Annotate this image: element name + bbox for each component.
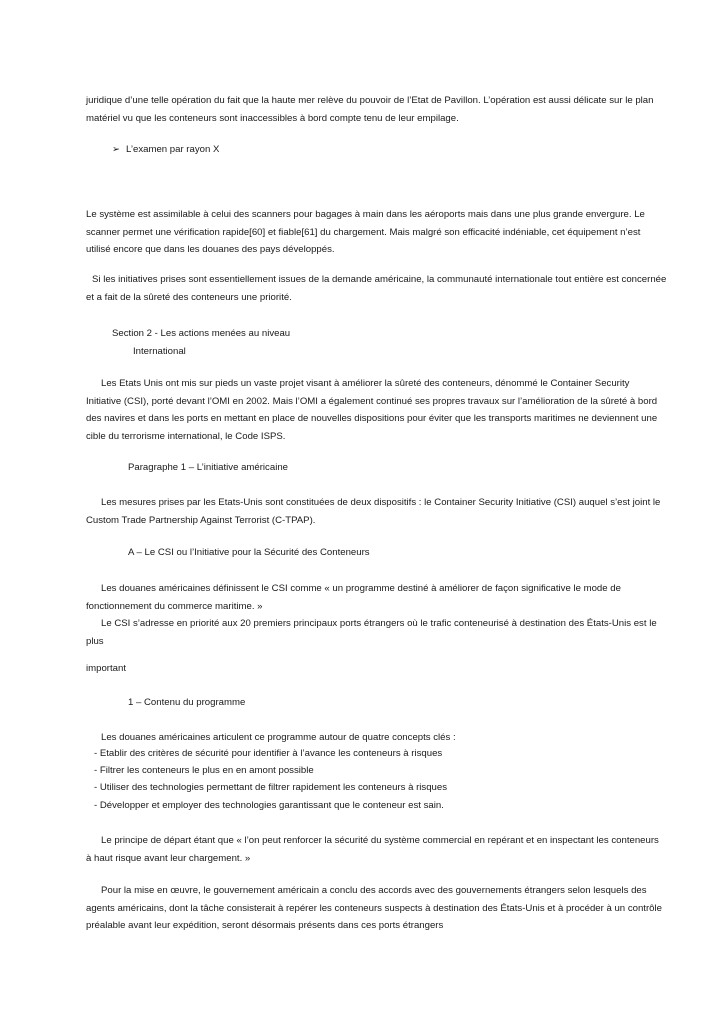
- text-line: Pour la mise en œuvre, le gouvernement américain a conclu des accords avec des gouvernements étrangers selon lesquels des: [101, 885, 647, 896]
- text-line: Custom Trade Partnership Against Terrorist (C-TPAP).: [86, 515, 316, 526]
- text-line: scanner permet une vérification rapide[60] et fiable[61] du chargement. Mais malgré son efficacité indéniable, cet équipement n’est: [86, 227, 641, 238]
- text-line: matériel vu que les conteneurs sont inaccessibles à bord compte tenu de leur empilage.: [86, 113, 459, 124]
- text-line: des navires et dans les ports en mettant en place de nouvelles dispositions pour éviter que les transports maritimes ne deviennent une: [86, 413, 658, 424]
- subsection-heading: 1 – Contenu du programme: [128, 697, 246, 708]
- text-line: Le principe de départ étant que « l’on peut renforcer la sécurité du système commercial en repérant et en inspectant les conteneurs: [101, 835, 659, 846]
- text-line: Le système est assimilable à celui des scanners pour bagages à main dans les aéroports mais dans une plus grande envergure. Le: [86, 209, 645, 220]
- text-line: préalable avant leur expédition, seront désormais présents dans ces ports étrangers: [86, 920, 444, 931]
- text-line: cible du terrorisme international, le Code ISPS.: [86, 431, 286, 442]
- text-line: Les douanes américaines articulent ce programme autour de quatre concepts clés :: [101, 732, 456, 743]
- text-line: Les douanes américaines définissent le CSI comme « un programme destiné à améliorer de façon significative le mode de: [101, 583, 621, 594]
- section-heading: Section 2 - Les actions menées au niveau: [112, 328, 291, 339]
- bullet-item: [112, 144, 219, 156]
- text-line: Initiative (CSI), porté devant l’OMI en 2002. Mais l’OMI a également continué ses propres travaux sur l’amélioration de la sûreté à bord: [86, 396, 658, 407]
- text-line: agents américains, dont la tâche consisterait à repérer les conteneurs suspects à destination des États-Unis et à procéder à un contrôle: [86, 903, 662, 914]
- list-item: - Utiliser des technologies permettant de filtrer rapidement les conteneurs à risques: [94, 782, 448, 793]
- arrow-bullet-icon: ➢: [112, 144, 121, 155]
- text-line: Si les initiatives prises sont essentiellement issues de la demande américaine, la communauté internationale tout entière est concernée: [92, 274, 667, 285]
- list-item: - Filtrer les conteneurs le plus en en amont possible: [94, 765, 314, 776]
- text-line: Les Etats Unis ont mis sur pieds un vaste projet visant à améliorer la sûreté des conteneurs, dénommé le Container Security: [101, 378, 630, 389]
- list-item: - Etablir des critères de sécurité pour identifier à l’avance les conteneurs à risques: [94, 748, 443, 759]
- text-line: juridique d’une telle opération du fait que la haute mer relève du pouvoir de l’Etat de Pavillon. L’opération est aussi délicate sur le plan: [86, 95, 654, 106]
- text-line: et a fait de la sûreté des conteneurs une priorité.: [86, 292, 292, 303]
- bullet-label: L’examen par rayon X: [126, 144, 220, 155]
- text-line: Les mesures prises par les Etats-Unis sont constituées de deux dispositifs : le Container Security Initiative (CSI) auquel s’est joint le: [101, 497, 661, 508]
- list-item: - Développer et employer des technologies garantissant que le conteneur est sain.: [94, 800, 444, 811]
- section-heading-cont: International: [133, 346, 186, 357]
- text-line: à haut risque avant leur chargement. »: [86, 853, 251, 864]
- text-line: Le CSI s’adresse en priorité aux 20 premiers principaux ports étrangers où le trafic conteneurisé à destination des États-Unis est le: [101, 618, 657, 629]
- text-line: fonctionnement du commerce maritime. »: [86, 601, 263, 612]
- text-line: plus: [86, 636, 104, 647]
- paragraph-heading: Paragraphe 1 – L’initiative américaine: [128, 462, 288, 473]
- subsection-heading: A – Le CSI ou l’Initiative pour la Sécurité des Conteneurs: [128, 547, 370, 558]
- text-line: utilisé encore que dans les douanes des pays développés.: [86, 244, 335, 255]
- text-line: important: [86, 663, 126, 674]
